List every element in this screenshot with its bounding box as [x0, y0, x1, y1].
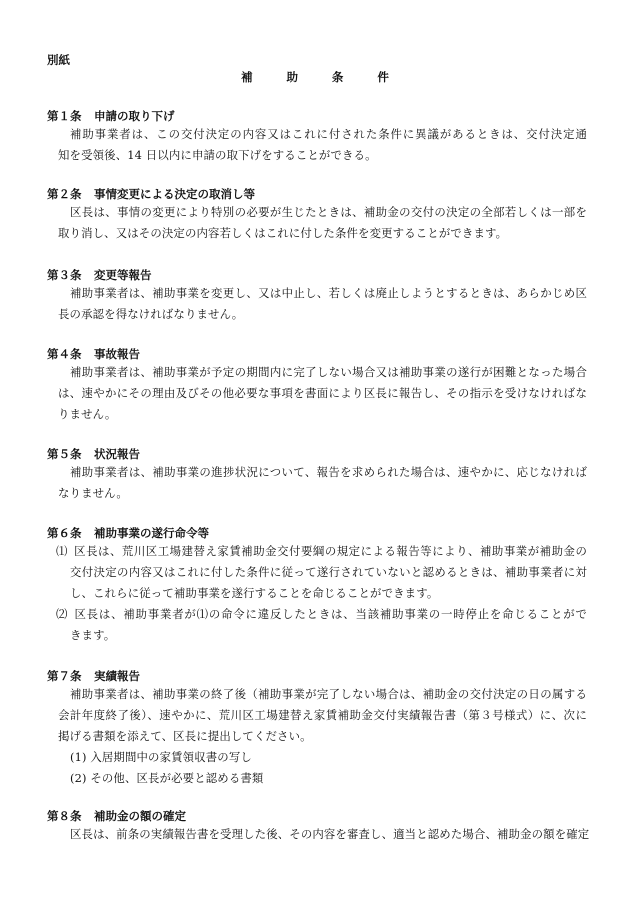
article-8: [47, 808, 590, 845]
article-number: 第６条: [47, 526, 82, 540]
article-number: 第５条: [47, 447, 82, 461]
article-heading: [47, 346, 587, 362]
article-title: 申請の取り下げ: [94, 109, 175, 123]
item-marker: ⑴: [56, 544, 68, 558]
article-5: [47, 446, 587, 504]
article-title: 補助金の額の確定: [94, 809, 186, 823]
article-heading: [47, 446, 587, 462]
article-title: 補助事業の遂行命令等: [94, 526, 209, 540]
article-text-line: 掲げる書類を添えて、区長に提出してください。: [58, 729, 312, 743]
article-heading: [47, 267, 587, 283]
article-title: 実績報告: [94, 669, 140, 683]
article-sub-item: (2) その他、区長が必要と認める書類: [70, 771, 264, 785]
article-item-line: 交付決定の内容又はこれに付した条件に従って遂行されていないと認めるときは、補助事業者に対: [70, 565, 587, 579]
article-number: 第３条: [47, 268, 82, 282]
document-title: 補 助 条 件: [241, 70, 404, 84]
article-text-line: 知を受領後、14 日以内に申請の取下げをすることができる。: [58, 148, 377, 162]
item-text: 区長は、荒川区工場建替え家賃補助金交付要綱の規定による報告等により、補助事業が補助金の: [74, 544, 587, 558]
article-text-line: 区長は、事情の変更により特別の必要が生じたときは、補助金の交付の決定の全部若しくは一部を: [70, 205, 587, 219]
article-text-line: 補助事業者は、補助事業の進捗状況について、報告を求められた場合は、速やかに、応じなければ: [70, 465, 587, 479]
article-number: 第４条: [47, 347, 82, 361]
article-7: [47, 668, 587, 789]
article-title: 状況報告: [94, 447, 140, 461]
article-text-line: 補助事業者は、この交付決定の内容又はこれに付された条件に異議があるときは、交付決定通: [70, 127, 587, 141]
article-title: 変更等報告: [94, 268, 152, 282]
article-heading: [47, 186, 587, 202]
article-text-line: 取り消し、又はその決定の内容若しくはこれに付した条件を変更することができます。: [58, 226, 508, 240]
article-text-line: 長の承認を得なければなりません。: [58, 307, 244, 321]
article-item-line: [47, 604, 587, 625]
article-item-line: し、これらに従って補助事業を遂行することを命じることができます。: [70, 586, 439, 600]
article-number: 第７条: [47, 669, 82, 683]
article-text-line: は、速やかにその理由及びその他必要な事項を書面により区長に報告し、その指示を受けなければな: [58, 386, 587, 400]
article-text-line: りません。: [58, 407, 117, 421]
article-number: 第２条: [47, 187, 82, 201]
article-heading: [47, 525, 587, 541]
article-item-line: きます。: [70, 628, 116, 642]
article-4: [47, 346, 587, 425]
article-text-line: なりません。: [58, 486, 128, 500]
article-title: 事情変更による決定の取消し等: [94, 187, 255, 201]
article-title: 事故報告: [94, 347, 140, 361]
article-6: [47, 525, 587, 646]
article-2: [47, 186, 587, 244]
article-text-line: 補助事業者は、補助事業の終了後（補助事業が完了しない場合は、補助金の交付決定の日の属する: [70, 687, 587, 701]
article-heading: [47, 808, 587, 824]
item-marker: ⑵: [56, 607, 68, 621]
article-heading: [47, 668, 587, 684]
item-text: 区長は、補助事業者が⑴の命令に違反したときは、当該補助事業の一時停止を命じることがで: [74, 607, 587, 621]
article-text-line: 区長は、前条の実績報告書を受理した後、その内容を審査し、適当と認めた場合、補助金の額を確定: [70, 827, 590, 841]
article-1: [47, 108, 587, 166]
article-number: 第８条: [47, 809, 82, 823]
annex-label: 別紙: [47, 53, 70, 67]
article-text-line: 補助事業者は、補助事業が予定の期間内に完了しない場合又は補助事業の遂行が困難となった場合: [70, 365, 587, 379]
article-item-line: [47, 541, 587, 562]
article-text-line: 補助事業者は、補助事業を変更し、又は中止し、若しくは廃止しようとするときは、あらかじめ区: [70, 286, 587, 300]
article-3: [47, 267, 587, 325]
article-number: 第１条: [47, 109, 82, 123]
article-heading: [47, 108, 587, 124]
article-text-line: 会計年度終了後）、速やかに、荒川区工場建替え家賃補助金交付実績報告書（第３号様式）に、次に: [58, 708, 587, 722]
article-sub-item: (1) 入居期間中の家賃領収書の写し: [70, 750, 252, 764]
